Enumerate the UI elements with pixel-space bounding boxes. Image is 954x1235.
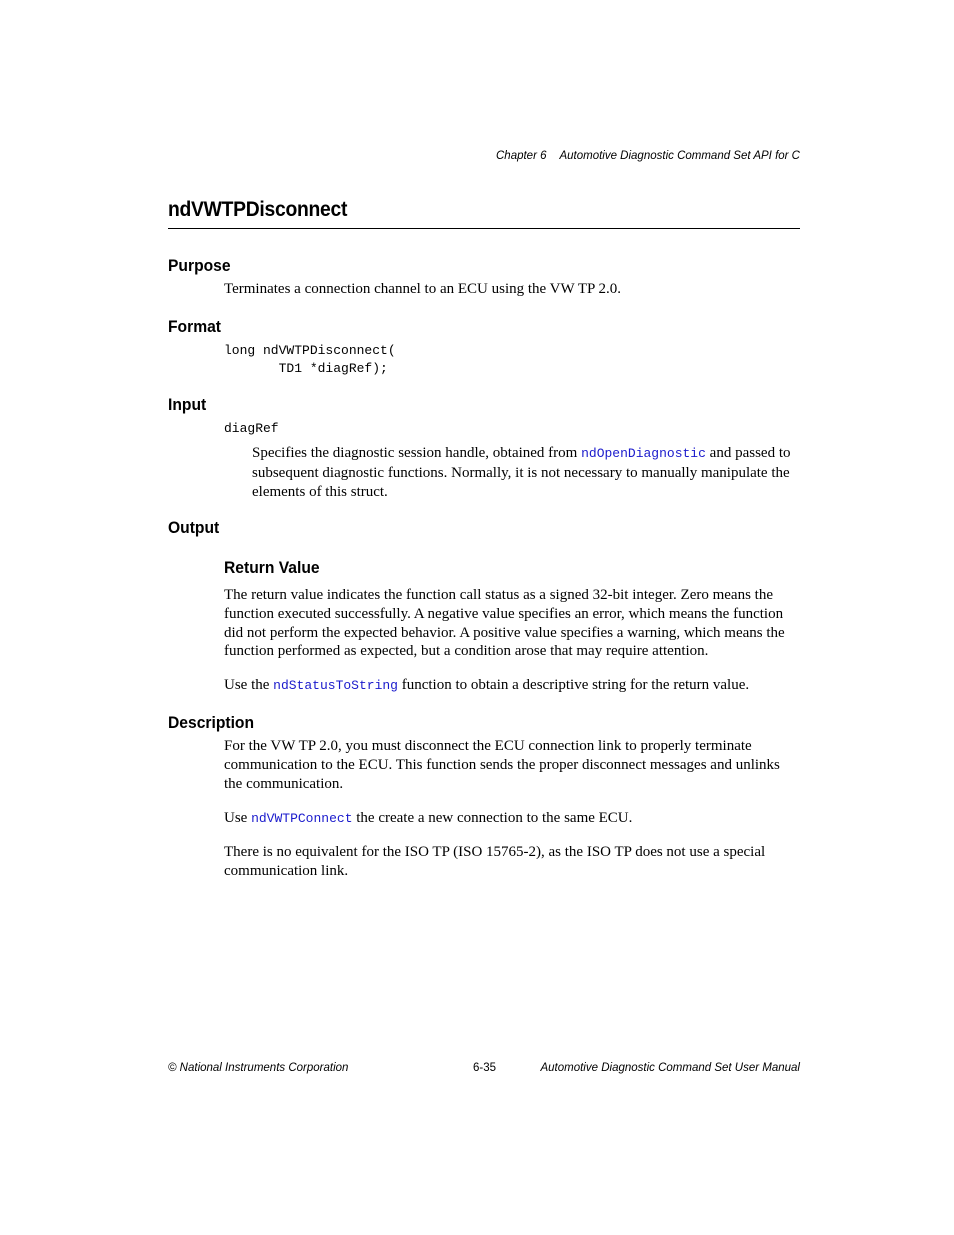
- description-heading: Description: [168, 713, 255, 732]
- format-code-line2: TD1 *diagRef);: [224, 361, 388, 376]
- para2-after: the create a new connection to the same ECU.: [352, 810, 633, 826]
- input-param-description: [252, 444, 800, 501]
- input-desc-before: Specifies the diagnostic session handle, obtained from: [252, 445, 582, 461]
- para2-before: Use: [224, 810, 252, 826]
- footer-page-number: 6-35: [473, 1062, 497, 1074]
- format-code-line1: long ndVWTPDisconnect(: [224, 343, 396, 358]
- return-value-heading: Return Value: [224, 558, 320, 577]
- output-heading: Output: [168, 518, 220, 537]
- header-section: Automotive Diagnostic Command Set API for C: [559, 150, 800, 162]
- ndvwtpconnect-link[interactable]: ndVWTPConnect: [251, 811, 353, 826]
- header-chapter: Chapter 6: [496, 150, 547, 162]
- return-value-text: The return value indicates the function call status as a signed 32-bit integer. Zero means the function executed successfully. A negative value specifies an error, which means the function did not perform the expected behavior. A positive value specifies a warning, which means the function performed as expected, but a condition arose that may require attention.: [224, 587, 785, 660]
- footer-manual-title: Automotive Diagnostic Command Set User Manual: [540, 1062, 800, 1074]
- return-value-use: [224, 676, 800, 696]
- input-desc-after: and passed to subsequent diagnostic functions. Normally, it is not necessary to manually manipulate the elements of this struct.: [252, 445, 791, 500]
- description-para3: There is no equivalent for the ISO TP (ISO 15765-2), as the ISO TP does not use a special communication link.: [224, 844, 766, 879]
- page-title: ndVWTPDisconnect: [168, 198, 348, 221]
- input-heading: Input: [168, 395, 207, 414]
- format-heading: Format: [168, 317, 222, 336]
- use-after: function to obtain a descriptive string for the return value.: [397, 677, 750, 693]
- use-before: Use the: [224, 677, 274, 693]
- ndstatustostring-link[interactable]: ndStatusToString: [273, 678, 398, 693]
- purpose-text: Terminates a connection channel to an ECU using the VW TP 2.0.: [224, 281, 622, 297]
- description-para1: For the VW TP 2.0, you must disconnect the ECU connection link to properly terminate communication to the ECU. This function sends the proper disconnect messages and unlinks the communication.: [224, 738, 780, 792]
- footer-copyright: © National Instruments Corporation: [168, 1062, 349, 1074]
- description-para2: [224, 809, 800, 829]
- input-param-name: diagRef: [224, 421, 279, 436]
- title-rule: [168, 228, 800, 229]
- purpose-heading: Purpose: [168, 256, 231, 275]
- ndopendiagnostic-link[interactable]: ndOpenDiagnostic: [581, 446, 706, 461]
